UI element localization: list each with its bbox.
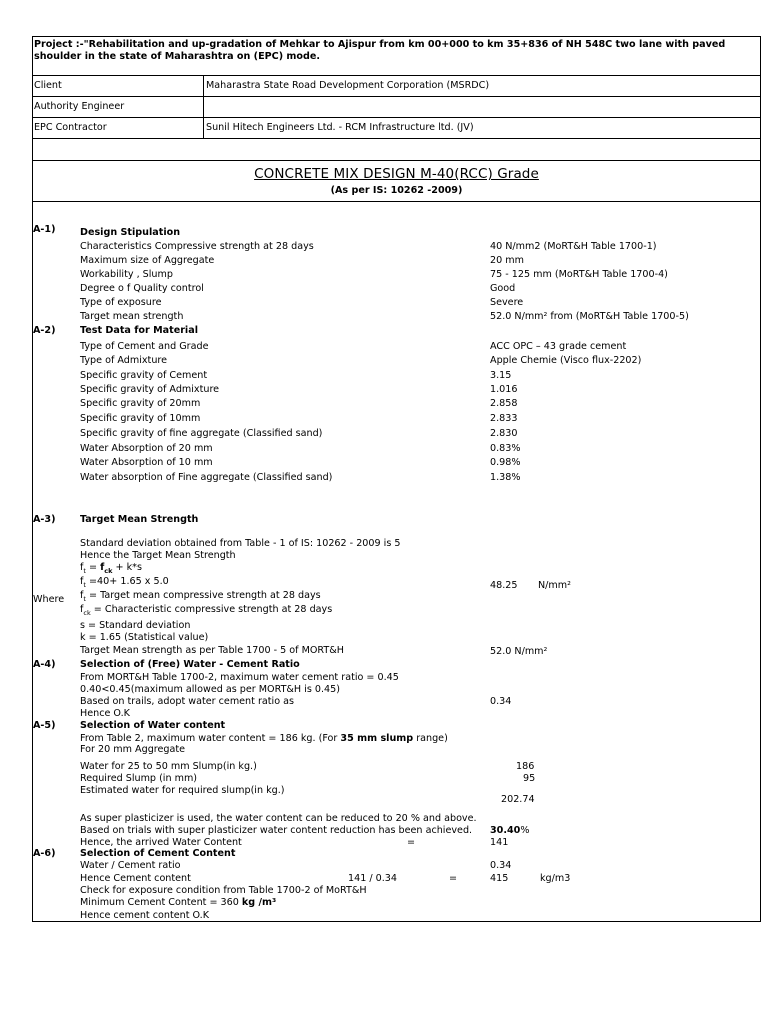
section-heading-a3: Target Mean Strength (80, 514, 199, 525)
a2-label-1: Type of Admixture (80, 355, 168, 366)
where-label: Where (33, 594, 65, 605)
epc-contractor-value: Sunil Hitech Engineers Ltd. - RCM Infrastructure ltd. (JV) (203, 118, 760, 138)
a6-min-label: Minimum Cement Content = 360 (80, 897, 242, 908)
a1-label-1: Maximum size of Aggregate (80, 255, 215, 266)
a5-slump-value: 95 (523, 773, 536, 784)
a6-min-line (80, 897, 276, 908)
section-heading-a1: Design Stipulation (80, 227, 181, 238)
a2-value-1: Apple Chemie (Visco flux-2202) (490, 355, 642, 366)
a4-line-1: From MORT&H Table 1700-2, maximum water cement ratio = 0.45 (80, 672, 399, 683)
section-code-a6: A-6) (33, 848, 56, 859)
a2-label-8: Water Absorption of 10 mm (80, 457, 213, 468)
a1-value-4: Severe (490, 297, 524, 308)
a5-arrived-label: Hence, the arrived Water Content (80, 837, 242, 848)
a2-value-9: 1.38% (490, 472, 521, 483)
a2-value-5: 2.833 (490, 413, 518, 424)
a2-label-4: Specific gravity of 20mm (80, 398, 201, 409)
authority-engineer-value (203, 97, 760, 117)
a3-tms-label: Target Mean strength as per Table 1700 - 5 of MORT&H (80, 645, 344, 656)
a4-line-2: 0.40<0.45(maximum allowed as per MORT&H is 0.45) (80, 684, 340, 695)
calc-t-sub: t (83, 580, 86, 589)
a3-line-1: Standard deviation obtained from Table - 1 of IS: 10262 - 2009 is 5 (80, 538, 401, 549)
mix-design-sheet (32, 36, 761, 922)
a1-value-0: 40 N/mm2 (MoRT&H Table 1700-1) (490, 241, 657, 252)
project-row (33, 37, 760, 76)
a6-ok-line: Hence cement content O.K (80, 910, 210, 921)
a5-water-label: Water for 25 to 50 mm Slump(in kg.) (80, 761, 257, 772)
formula-f: f (80, 562, 84, 573)
a4-line-3: Based on trails, adopt water cement ratio as (80, 696, 294, 707)
a1-value-5: 52.0 N/mm² from (MoRT&H Table 1700-5) (490, 311, 689, 322)
a3-formula (80, 562, 142, 573)
a5-trial-line: Based on trials with super plasticizer water content reduction has been achieved. (80, 825, 473, 836)
section-code-a1: A-1) (33, 224, 56, 235)
section-code-a5: A-5) (33, 720, 56, 731)
section-code-a3: A-3) (33, 514, 56, 525)
a2-label-6: Specific gravity of fine aggregate (Classified sand) (80, 428, 323, 439)
a5-line-1-b: 35 mm slump (340, 733, 414, 744)
a5-est-label: Estimated water for required slump(in kg.) (80, 785, 285, 796)
blank-row (33, 139, 760, 161)
a2-label-0: Type of Cement and Grade (80, 341, 209, 352)
calc-f: f (80, 576, 84, 587)
formula-ck-sub: ck (104, 566, 113, 575)
a3-def-1 (80, 590, 321, 601)
formula-fck: f (100, 562, 105, 573)
a2-label-3: Specific gravity of Admixture (80, 384, 220, 395)
a5-trial-value (490, 825, 529, 836)
formula-rest: + k*s (112, 562, 142, 573)
a2-value-2: 3.15 (490, 370, 512, 381)
a1-label-0: Characteristics Compressive strength at 28 days (80, 241, 314, 252)
def1-t-sub: t (83, 594, 86, 603)
a5-trial-pct: % (520, 825, 530, 836)
epc-contractor-row (33, 118, 760, 139)
def2-f: f (80, 604, 84, 615)
a3-def-2 (80, 604, 332, 615)
a1-label-2: Workability , Slump (80, 269, 173, 280)
a1-label-3: Degree o f Quality control (80, 283, 204, 294)
formula-eq: = (85, 562, 101, 573)
a2-label-5: Specific gravity of 10mm (80, 413, 201, 424)
a3-calc (80, 576, 169, 587)
a6-cc-value: 415 (490, 873, 509, 884)
a2-value-7: 0.83% (490, 443, 521, 454)
a6-min-unit: kg /m³ (241, 897, 277, 908)
def1-f: f (80, 590, 84, 601)
client-label: Client (34, 80, 62, 91)
a5-est-value: 202.74 (501, 794, 535, 805)
a6-cc-label: Hence Cement content (80, 873, 191, 884)
def2-ck-sub: ck (83, 608, 91, 617)
section-code-a4: A-4) (33, 659, 56, 670)
a5-arrived-eq: = (407, 837, 416, 848)
formula-t-sub: t (83, 566, 86, 575)
a6-check-line: Check for exposure condition from Table 1700-2 of MoRT&H (80, 885, 367, 896)
a3-def-3: s = Standard deviation (80, 620, 191, 631)
def2-text: = Characteristic compressive strength at 28 days (90, 604, 333, 615)
a3-calc-value: 48.25 (490, 580, 518, 591)
a5-line-1 (80, 733, 448, 744)
a1-label-5: Target mean strength (80, 311, 184, 322)
a2-value-8: 0.98% (490, 457, 521, 468)
title-divider (33, 161, 760, 202)
client-row (33, 76, 760, 97)
a4-line-4: Hence O.K (80, 708, 130, 719)
a1-value-3: Good (490, 283, 516, 294)
authority-engineer-row (33, 97, 760, 118)
a2-value-6: 2.830 (490, 428, 518, 439)
a5-slump-label: Required Slump (in mm) (80, 773, 198, 784)
a2-value-0: ACC OPC – 43 grade cement (490, 341, 627, 352)
a2-label-2: Specific gravity of Cement (80, 370, 208, 381)
section-heading-a5: Selection of Water content (80, 720, 226, 731)
section-heading-a4: Selection of (Free) Water - Cement Ratio (80, 659, 300, 670)
a5-arrived-value: 141 (490, 837, 509, 848)
calc-rest: =40+ 1.65 x 5.0 (85, 576, 169, 587)
section-code-a2: A-2) (33, 325, 56, 336)
a3-calc-unit: N/mm² (538, 580, 571, 591)
a3-def-4: k = 1.65 (Statistical value) (80, 632, 209, 643)
a6-wc-value: 0.34 (490, 860, 512, 871)
section-heading-a2: Test Data for Material (80, 325, 198, 336)
a2-value-4: 2.858 (490, 398, 518, 409)
def1-text: = Target mean compressive strength at 28 days (85, 590, 321, 601)
a6-cc-unit: kg/m3 (540, 873, 571, 884)
a5-line-1-c: range) (413, 733, 448, 744)
a3-tms-value: 52.0 N/mm² (490, 646, 548, 657)
project-title: Project :-"Rehabilitation and up-gradation of Mehkar to Ajispur from km 00+000 to km 35+836 of NH 548C two lane with paved shoulder in the state of Maharashtra on (EPC) mode. (34, 39, 726, 62)
a2-label-7: Water Absorption of 20 mm (80, 443, 213, 454)
a6-cc-eq: = (449, 873, 458, 884)
a5-line-1-a: From Table 2, maximum water content = 186 kg. (For (80, 733, 341, 744)
a6-wc-label: Water / Cement ratio (80, 860, 181, 871)
page-title: CONCRETE MIX DESIGN M-40(RCC) Grade (254, 166, 539, 182)
a3-line-2: Hence the Target Mean Strength (80, 550, 236, 561)
a2-value-3: 1.016 (490, 384, 518, 395)
a5-line-2: For 20 mm Aggregate (80, 744, 186, 755)
a1-value-2: 75 - 125 mm (MoRT&H Table 1700-4) (490, 269, 668, 280)
page-subtitle: (As per IS: 10262 -2009) (330, 185, 463, 196)
a1-label-4: Type of exposure (80, 297, 162, 308)
section-heading-a6: Selection of Cement Content (80, 848, 236, 859)
a5-water-value: 186 (516, 761, 535, 772)
a5-trial-number: 30.40 (490, 825, 521, 836)
a6-cc-calc: 141 / 0.34 (348, 873, 398, 884)
a2-label-9: Water absorption of Fine aggregate (Classified sand) (80, 472, 333, 483)
a5-sp-line: As super plasticizer is used, the water content can be reduced to 20 % and above. (80, 813, 477, 824)
client-value: Maharastra State Road Development Corporation (MSRDC) (203, 76, 760, 96)
authority-engineer-label: Authority Engineer (34, 101, 125, 112)
a4-line-3-value: 0.34 (490, 696, 512, 707)
epc-contractor-label: EPC Contractor (34, 122, 107, 133)
a1-value-1: 20 mm (490, 255, 524, 266)
